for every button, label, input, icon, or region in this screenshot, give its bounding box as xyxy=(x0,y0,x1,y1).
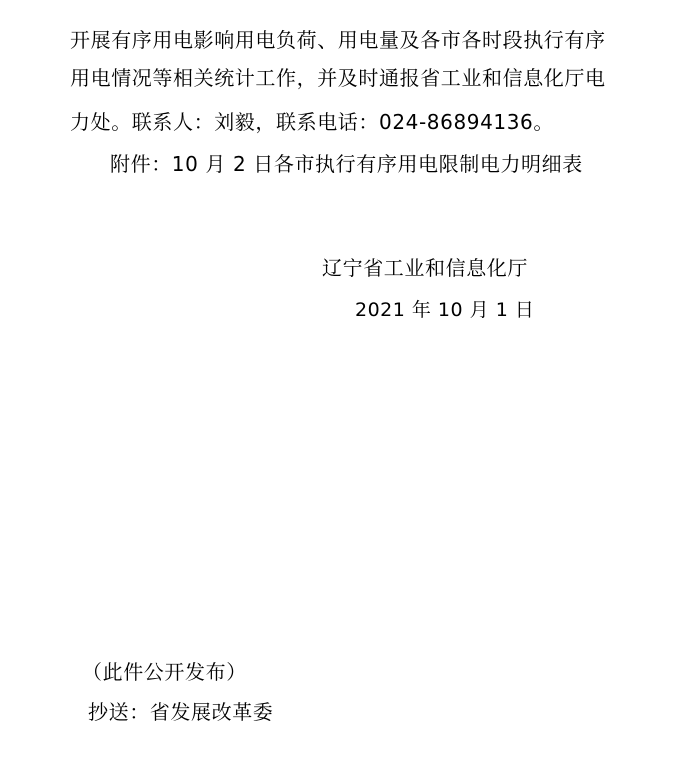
body-text-line-2: 用电情况等相关统计工作，并及时通报省工业和信息化厅电 xyxy=(70,66,606,90)
cc-line: 抄送：省发展改革委 xyxy=(88,700,274,724)
attachment-line: 附件：10 月 2 日各市执行有序用电限制电力明细表 xyxy=(110,152,583,176)
issuer-name: 辽宁省工业和信息化厅 xyxy=(322,256,528,280)
body-text-line-3: 力处。联系人：刘毅，联系电话：024-86894136。 xyxy=(70,110,554,134)
issue-date: 2021 年 10 月 1 日 xyxy=(355,299,535,321)
body-text-line-1: 开展有序用电影响用电负荷、用电量及各市各时段执行有序 xyxy=(70,28,606,52)
publication-note: （此件公开发布） xyxy=(82,660,247,684)
